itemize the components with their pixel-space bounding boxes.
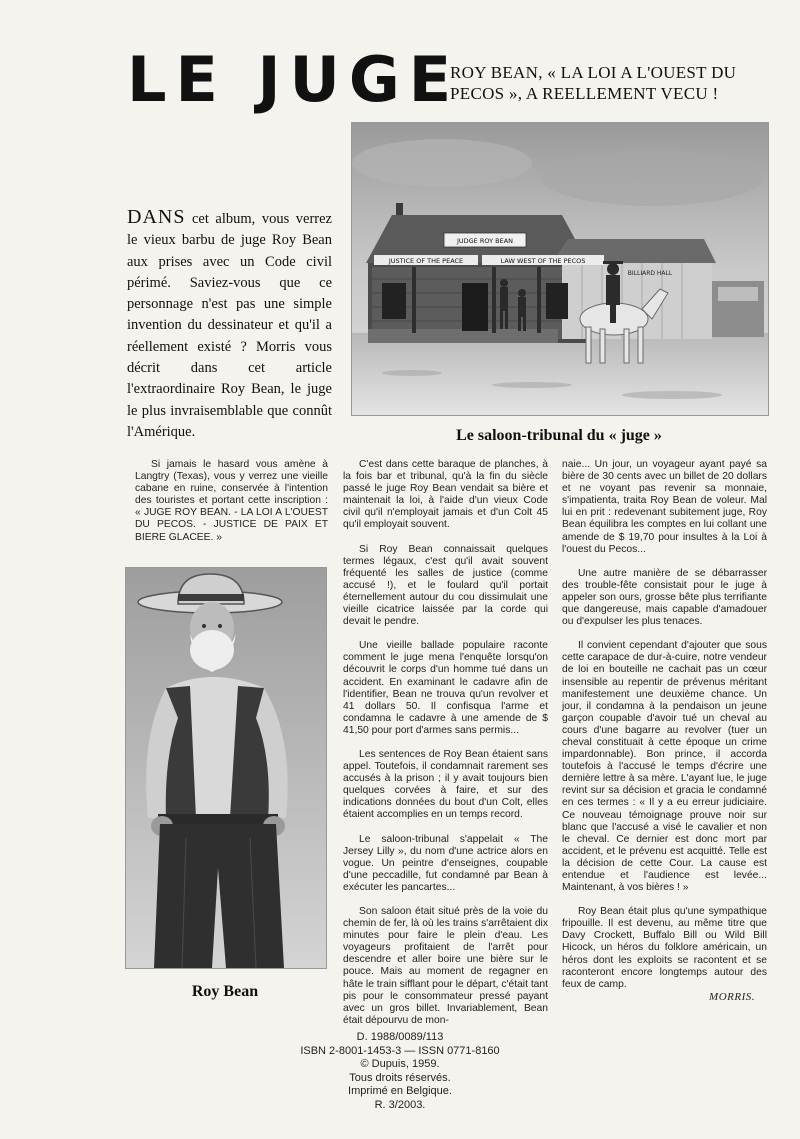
saloon-side-sign: BILLIARD HALL	[627, 270, 673, 277]
author-signature: MORRIS.	[709, 991, 755, 1003]
saloon-photo	[351, 122, 769, 416]
intro-dropcap: DANS	[127, 206, 186, 228]
imprint-line: Imprimé en Belgique.	[348, 1085, 452, 1098]
body-paragraph: Son saloon était situé près de la voie du chemin de fer, là où les trains s'arrêtaient dix minutes pour faire le plein d'eau. Les voyageurs profitaient de l'arrêt pour descendre et aller boire une bière sur le pouce. Mais au moment de regagner en hâte le train sifflant pour le départ, c'était tant pis pour le consommateur pressé payant avec un gros billet. Invariablement, Bean était dépourvu de mon-	[343, 906, 548, 1026]
body-paragraph: naie... Un jour, un voyageur ayant payé sa bière de 30 cents avec un billet de 20 dollars et ne voyant pas revenir sa monnaie, s'impatienta, traita Roy Bean de voleur. Mal lui en prit : redevenant subitement juge, Roy Bean équilibra les comptes en lui collant une amende de $ 19,70 pour insultes à la Loi à l'ouest du Pecos...	[562, 459, 767, 555]
body-column-3	[562, 459, 767, 1003]
article-title: LE JUGE	[127, 43, 461, 116]
body-paragraph: Une autre manière de se débarrasser des trouble-fête consistait pour le juge à appeler son ours, grosse bête plus terrifiante que dangereuse, mais capable d'amadouer ou d'expulser les plus tenaces.	[562, 567, 767, 628]
roy-bean-portrait	[125, 567, 327, 969]
body-paragraph: Les sentences de Roy Bean étaient sans appel. Toutefois, il condamnait rarement ses accusés à la prison ; il y avait toujours bien quelques corvées à faire, et sur des indications données du bout d'un Colt, elles étaient accomplies en un temps record.	[343, 748, 548, 821]
imprint-line: ISBN 2-8001-1453-3 — ISSN 0771-8160	[300, 1044, 500, 1057]
saloon-front-sign-left: JUSTICE OF THE PEACE	[388, 257, 464, 265]
body-paragraph: Si jamais le hasard vous amène à Langtry (Texas), vous y verrez une vieille cabane en ruine, conservée à l'intention des touristes et portant cette inscription : « JUGE ROY BEAN. - LA LOI A L'OUEST DU PECOS. - JUSTICE DE PAIX ET BIERE GLACEE. »	[135, 459, 328, 543]
body-paragraph: C'est dans cette baraque de planches, à la fois bar et tribunal, qu'à la fin du siècle passé le juge Roy Bean vendait sa bière et maintenait la loi, à l'aide d'un vieux Code civil qu'il n'employait jamais et d'un Colt 45 qu'il employait souvent.	[343, 459, 548, 531]
intro-paragraph	[127, 207, 332, 443]
article-subtitle: ROY BEAN, « LA LOI A L'OUEST DU PECOS », A REELLEMENT VECU !	[450, 63, 737, 103]
body-paragraph: Si Roy Bean connaissait quelques termes légaux, c'est qu'il avait souvent fréquenté les salles de justice (comme accusé !), et le foulard qu'il portait éternellement autour du cou dissimulait une vieille cicatrice laissée par la corde qui devait le pendre.	[343, 543, 548, 628]
saloon-roof-sign: JUDGE ROY BEAN	[456, 237, 514, 245]
imprint-line: D. 1988/0089/113	[356, 1031, 444, 1043]
body-paragraph: Une vieille ballade populaire raconte comment le juge mena l'enquête lorsqu'on découvrit le corps d'un homme tué dans un accident. En examinant le cadavre afin de l'identifier, Bean ne trouva qu'un revolver et 41 dollars 50. Il confisqua l'arme et condamna le cadavre à une amende de $ 41,50 pour port d'armes sans permis...	[343, 640, 548, 736]
imprint-block	[280, 1031, 520, 1113]
body-paragraph: Le saloon-tribunal s'appelait « The Jersey Lilly », du nom d'une actrice alors en vogue. Un peintre d'enseignes, coupable d'une peccadille, fut condamné par Bean à exécuter les pancartes...	[343, 833, 548, 893]
intro-text: cet album, vous verrez le vieux barbu de juge Roy Bean aux prises avec un Code civil périmé. Saviez-vous que ce personnage n'est pas une simple invention du dessinateur et qu'il a réellement existé ? Morris vous décrit dans cet article l'extraordinaire Roy Bean, le juge le plus invraisemblable que connût l'Amérique.	[127, 211, 332, 440]
saloon-front-sign-right: LAW WEST OF THE PECOS	[500, 257, 586, 265]
body-paragraph: Il convient cependant d'ajouter que sous cette carapace de dur-à-cuire, notre vendeur de loi en bouteille ne cachait pas un cœur insensible au repentir de prévenus méritant manifestement une deuxième chance. Un jour, il condamna à la pendaison un jeune garçon coupable d'avoir tué un cheval au cours d'une bagarre au revolver (tuer un cheval constituait à cette époque un crime impardonnable). Bon prince, il accorda toutefois à l'accusé le temps d'écrire une dernière lettre à sa mère. L'ayant lue, le juge revint sur sa décision et gracia le condamné en ces termes : « Il y a eu erreur judiciaire. Ce nouveau témoignage prouve noir sur blanc que l'accusé a visé le cavalier et non le cheval. Ce dernier est donc mort par accident, et le prévenu est acquitté. Telle est la décision de cette Cour. La cause est entendue et l'audience est levée... Maintenant, à vos bières ! »	[562, 640, 767, 894]
portrait-caption: Roy Bean	[191, 983, 259, 1000]
saloon-caption: Le saloon-tribunal du « juge »	[456, 427, 662, 444]
body-column-1	[135, 459, 328, 556]
body-paragraph: Roy Bean était plus qu'une sympathique fripouille. Il est devenu, au même titre que Davy Crockett, Buffalo Bill ou Wild Bill Hicock, un héros du folklore américain, un héros dont les exploits se racontent et se raconteront encore longtemps autour des feux de camp.	[562, 906, 767, 990]
imprint-line: © Dupuis, 1959.	[360, 1058, 440, 1071]
body-column-2	[343, 459, 548, 1039]
imprint-line: R. 3/2003.	[374, 1098, 426, 1111]
imprint-line: Tous droits réservés.	[349, 1071, 451, 1084]
